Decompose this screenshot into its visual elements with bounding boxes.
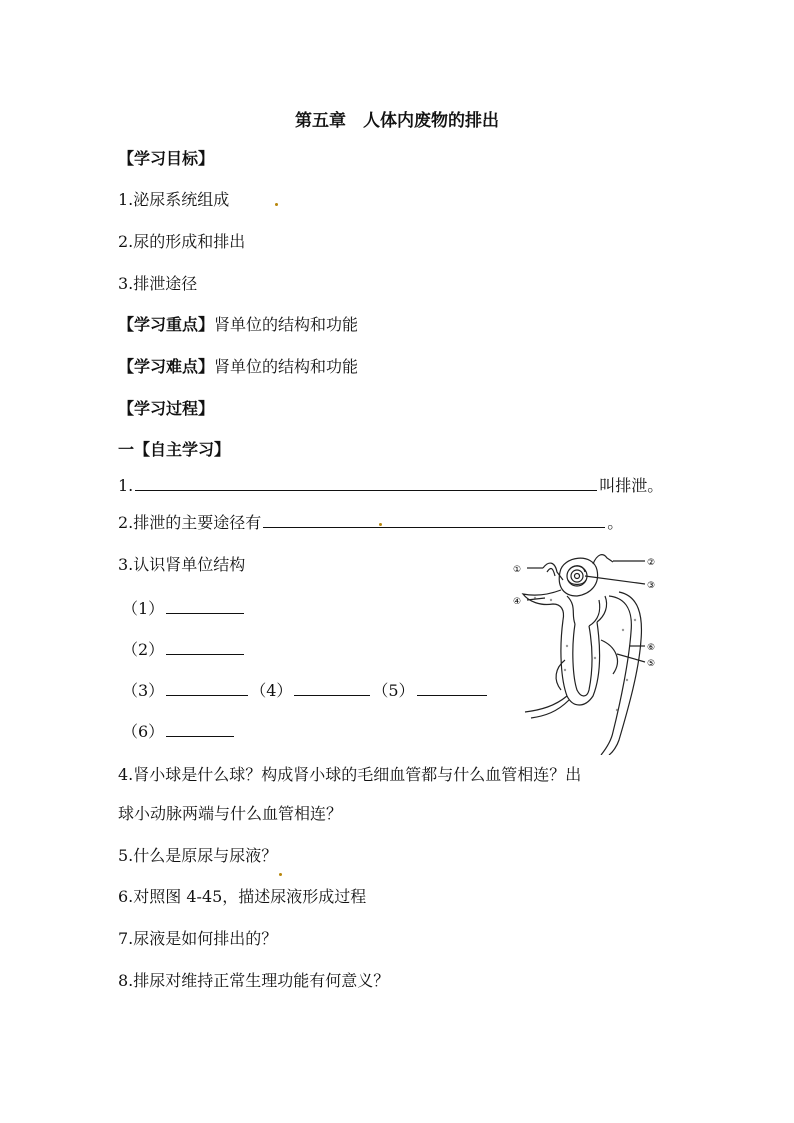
leader-line <box>585 576 645 584</box>
capillary-network <box>556 640 617 690</box>
blank-row-3: （3） （4） （5） <box>122 679 489 702</box>
capillary-network <box>589 596 607 626</box>
blank-row-6: （6） <box>122 720 236 743</box>
answer-blank-3[interactable] <box>166 679 248 696</box>
label-1: ① <box>513 565 522 575</box>
nephron-diagram <box>505 550 670 755</box>
proximal-tubule <box>523 590 564 620</box>
question-3: 3.认识肾单位结构 <box>118 555 246 574</box>
label-2: ② <box>647 558 656 568</box>
answer-blank-4[interactable] <box>294 679 370 696</box>
answer-blank-1[interactable] <box>166 597 244 614</box>
page-title: 第五章 人体内废物的排出 <box>295 111 499 131</box>
self-study-header: 一【自主学习】 <box>118 440 231 459</box>
answer-blank-q2[interactable] <box>263 511 605 528</box>
leader-line <box>617 654 645 662</box>
proximal-tubule <box>567 596 575 624</box>
collecting-duct <box>601 596 631 755</box>
question-6: 6.对照图 4-45，描述尿液形成过程 <box>118 887 367 906</box>
process-header: 【学习过程】 <box>118 399 215 418</box>
difficulty-header: 【学习难点】 <box>118 357 215 376</box>
question-1: 1. 叫排泄。 <box>118 476 664 495</box>
difficulty <box>118 356 358 378</box>
goal-item-2: 2.尿的形成和排出 <box>118 232 246 251</box>
glomerulus <box>575 574 580 579</box>
answer-blank-q1[interactable] <box>135 474 597 491</box>
stray-dot <box>279 873 282 876</box>
label-3: ③ <box>647 581 656 591</box>
key-point <box>118 314 358 336</box>
key-point-text: 肾单位的结构和功能 <box>214 315 359 334</box>
efferent-arteriole <box>593 555 613 564</box>
goal-item-1: 1.泌尿系统组成 <box>118 189 229 211</box>
question-8: 8.排尿对维持正常生理功能有何意义？ <box>118 971 390 990</box>
answer-blank-2[interactable] <box>166 638 244 655</box>
stray-dot <box>379 523 382 526</box>
goals-header: 【学习目标】 <box>118 149 215 168</box>
label-6: ⑥ <box>647 643 656 653</box>
answer-blank-6[interactable] <box>166 720 234 737</box>
label-4: ④ <box>513 597 522 607</box>
question-4-line-1: 4.肾小球是什么球？构成肾小球的毛细血管都与什么血管相连？出 <box>118 765 582 784</box>
question-7: 7.尿液是如何排出的？ <box>118 929 278 948</box>
stray-dot <box>275 203 278 206</box>
goal-item-3: 3.排泄途径 <box>118 274 198 293</box>
blank-row-2: （2） <box>122 638 246 661</box>
label-5: ⑤ <box>647 659 656 669</box>
loop-of-henle <box>573 624 592 696</box>
answer-blank-5[interactable] <box>417 679 487 696</box>
question-5: 5.什么是原尿与尿液？ <box>118 845 283 867</box>
key-point-header: 【学习重点】 <box>118 315 215 334</box>
difficulty-text: 肾单位的结构和功能 <box>214 357 359 376</box>
renal-vein-branch <box>525 696 569 718</box>
glomerulus <box>571 570 583 582</box>
blank-row-1: （1） <box>122 597 246 620</box>
question-2: 2.排泄的主要途径有 。 <box>118 513 624 532</box>
afferent-arteriole <box>547 569 555 576</box>
loop-of-henle <box>561 620 600 705</box>
question-4-line-2: 球小动脉两端与什么血管相连？ <box>118 804 343 823</box>
